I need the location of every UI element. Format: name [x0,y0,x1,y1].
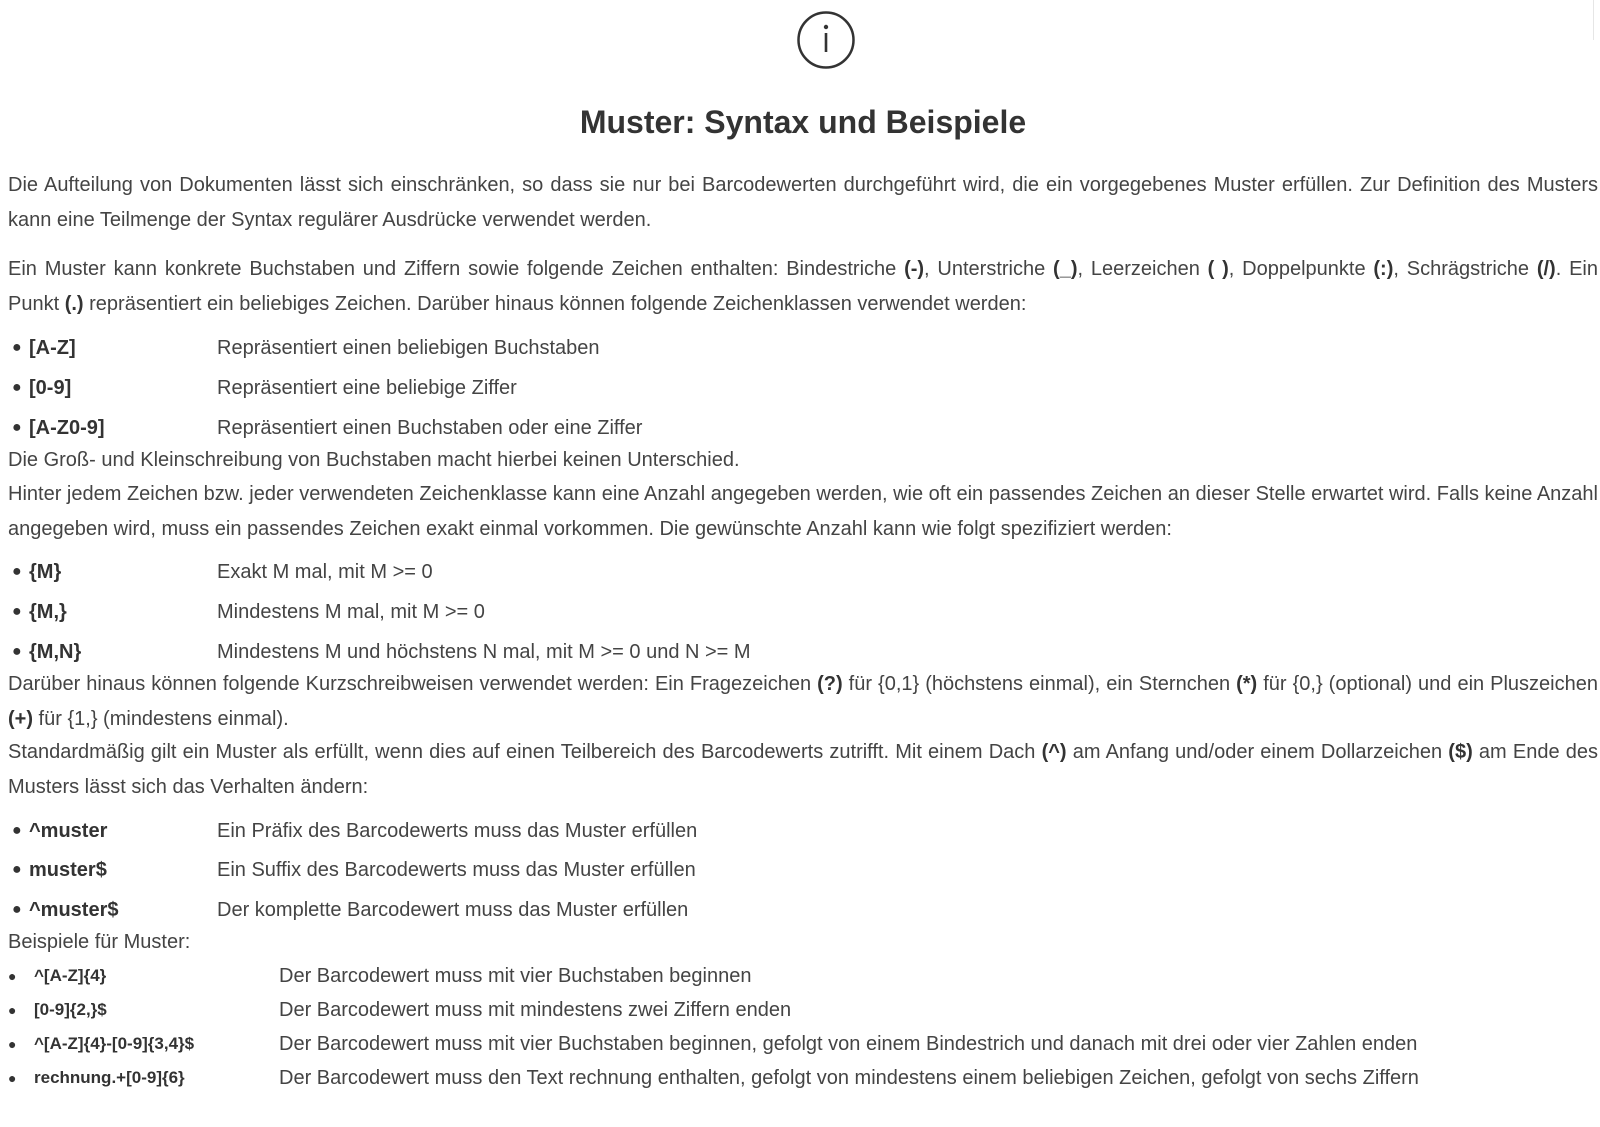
example-description: Der Barcodewert muss mit mindestens zwei Ziffern enden [279,999,792,1021]
example-item [8,993,1598,1027]
class-description: Repräsentiert eine beliebige Ziffer [217,377,517,399]
quantifier-intro: Hinter jedem Zeichen bzw. jeder verwendeten Zeichenklasse kann eine Anzahl angegeben werden, wie oft ein passendes Zeichen an dieser Stelle erwartet wird. Falls keine Anzahl angegeben wird, muss ein passendes Zeichen exakt einmal vorkommen. Die gewünschte Anzahl kann wie folgt spezifiziert werden: [8,483,1598,540]
bullet: ● [12,379,22,396]
case-note: Die Groß- und Kleinschreibung von Buchstaben macht hierbei keinen Unterschied. [8,449,740,471]
anchor-term: muster$ [29,859,107,881]
quantifier-description: Mindestens M mal, mit M >= 0 [217,601,485,623]
anchor-description: Der komplette Barcodewert muss das Muster erfüllen [217,899,689,921]
quantifier-item [8,555,1598,589]
example-pattern: ^[A-Z]{4}-[0-9]{3,4}$ [34,1034,195,1053]
quantifier-term: {M,N} [29,641,82,663]
example-pattern: rechnung.+[0-9]{6} [34,1068,185,1087]
bullet: ● [12,861,22,878]
help-page [8,0,1598,1127]
anchors-paragraph: Standardmäßig gilt ein Muster als erfüllt, wenn dies auf einen Teilbereich des Barcodewerts zutrifft. Mit einem Dach (^) am Anfang und/oder einem Dollarzeichen ($) am Ende des Musters lässt sich das Verhalten ändern: [8,741,1598,798]
example-pattern: ^[A-Z]{4} [34,966,107,985]
example-item [8,1061,1598,1095]
class-term: [0-9] [29,377,72,399]
bullet: ● [8,968,17,984]
example-description: Der Barcodewert muss mit vier Buchstaben beginnen, gefolgt von einem Bindestrich und danach mit drei oder vier Zahlen enden [279,1033,1418,1055]
class-item [8,371,1598,405]
example-item [8,959,1598,993]
example-description: Der Barcodewert muss mit vier Buchstaben beginnen [279,965,752,987]
anchor-item [8,814,1598,848]
bullet: ● [12,901,22,918]
bullet: ● [12,563,22,580]
class-term: [A-Z] [29,337,76,359]
bullet: ● [12,822,22,839]
anchor-term: ^muster [29,820,108,842]
bullet: ● [8,1070,17,1086]
class-item [8,411,1598,445]
example-item [8,1027,1598,1061]
example-description: Der Barcodewert muss den Text rechnung enthalten, gefolgt von mindestens einem beliebigen Zeichen, gefolgt von sechs Ziffern [279,1067,1419,1089]
bullet: ● [12,419,22,436]
bullet: ● [8,1002,17,1018]
page-title: Muster: Syntax und Beispiele [579,104,1027,140]
class-term: [A-Z0-9] [29,417,105,439]
anchor-item [8,853,1598,887]
bullet: ● [12,603,22,620]
quantifier-description: Exakt M mal, mit M >= 0 [217,561,433,583]
quantifier-item [8,595,1598,629]
quantifier-item [8,635,1598,669]
intro-paragraph: Die Aufteilung von Dokumenten lässt sich einschränken, so dass sie nur bei Barcodewerten durchgeführt wird, die ein vorgegebenes Muster erfüllen. Zur Definition des Musters kann eine Teilmenge der Syntax regulärer Ausdrücke verwendet werden. [8,174,1598,231]
bullet: ● [8,1036,17,1052]
quantifier-description: Mindestens M und höchstens N mal, mit M >= 0 und N >= M [217,641,751,663]
scrollbar-edge [1593,0,1594,40]
quantifier-term: {M} [29,561,62,583]
bullet: ● [12,643,22,660]
shorthand-paragraph: Darüber hinaus können folgende Kurzschreibweisen verwendet werden: Ein Fragezeichen (?) für {0,1} (höchstens einmal), ein Sternchen (*) für {0,} (optional) und ein Pluszeichen (+) für {1,} (mindestens einmal). [8,673,1598,730]
bullet: ● [12,339,22,356]
class-item [8,331,1598,365]
chars-paragraph: Ein Muster kann konkrete Buchstaben und Ziffern sowie folgende Zeichen enthalten: Bindestriche (-), Unterstriche (_), Leerzeichen ( ), Doppelpunkte (:), Schrägstriche (/). Ein Punkt (.) repräsentiert ein beliebiges Zeichen. Darüber hinaus können folgende Zeichenklassen verwendet werden: [8,258,1598,315]
anchor-item [8,893,1598,927]
class-description: Repräsentiert einen beliebigen Buchstaben [217,337,600,359]
example-pattern: [0-9]{2,}$ [34,1000,107,1019]
anchor-description: Ein Suffix des Barcodewerts muss das Muster erfüllen [217,859,696,881]
info-circle-icon [796,10,856,70]
class-description: Repräsentiert einen Buchstaben oder eine Ziffer [217,417,643,439]
quantifier-term: {M,} [29,601,67,623]
anchor-term: ^muster$ [29,899,119,921]
examples-label: Beispiele für Muster: [8,931,191,953]
anchor-description: Ein Präfix des Barcodewerts muss das Muster erfüllen [217,820,698,842]
